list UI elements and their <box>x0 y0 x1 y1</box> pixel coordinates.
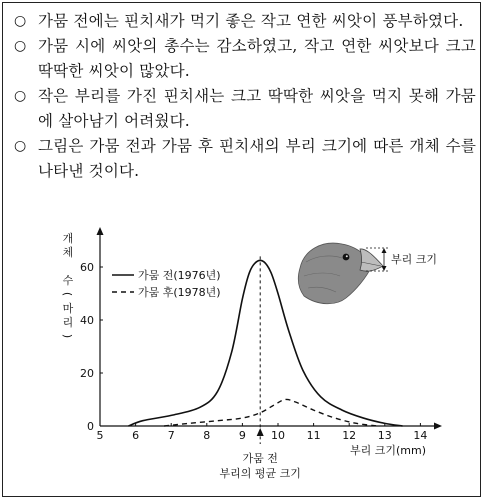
series-line-after-drought <box>164 399 378 426</box>
bullet-text: 가뭄 시에 씨앗의 총수는 감소하였고, 작고 연한 씨앗보다 크고 딱딱한 씨앗이 많았다. <box>38 37 476 80</box>
y-tick-label: 0 <box>87 420 94 433</box>
y-axis-arrow-icon <box>97 227 104 235</box>
x-tick-label: 14 <box>413 429 428 442</box>
y-axis-label <box>61 231 74 338</box>
mean-annotation-line2: 부리의 평균 크기 <box>219 467 301 480</box>
mean-arrow-icon <box>257 428 264 436</box>
x-tick-label: 12 <box>342 429 357 442</box>
y-axis-label-glyph: 마 <box>62 302 74 315</box>
mean-annotation-line1: 가뭄 전 <box>242 452 278 465</box>
y-tick-label: 40 <box>80 314 94 327</box>
bullet-marker-icon: ○ <box>14 88 27 104</box>
bullet-marker-icon: ○ <box>14 138 27 154</box>
bullet-marker-icon: ○ <box>14 38 27 54</box>
y-tick-label: 20 <box>80 367 94 380</box>
x-tick-label: 10 <box>271 429 285 442</box>
finch-head-illustration <box>298 243 383 304</box>
y-axis-label-glyph: 개 <box>62 232 74 245</box>
x-tick-label: 5 <box>96 429 104 442</box>
y-axis-label-glyph: ) <box>61 333 74 339</box>
x-tick-label: 6 <box>132 429 140 442</box>
legend-label-before: 가뭄 전(1976년) <box>138 269 221 282</box>
y-axis-label-glyph: 수 <box>62 274 74 287</box>
y-axis-label-glyph: 리 <box>62 316 74 329</box>
bullet-text: 작은 부리를 가진 핀치새는 크고 딱딱한 씨앗을 먹지 못해 가뭄에 살아남기 어려웠다. <box>38 87 476 130</box>
beak-size-label: 부리 크기 <box>391 253 438 266</box>
legend-label-after: 가뭄 후(1978년) <box>138 286 221 299</box>
y-axis-label-glyph: ( <box>61 291 74 297</box>
bullet-text: 그림은 가뭄 전과 가뭄 후 핀치새의 부리 크기에 따른 개체 수를 나타낸 것이다. <box>38 137 476 180</box>
x-axis-label: 부리 크기(mm) <box>350 444 427 457</box>
y-axis-label-glyph: 체 <box>62 246 74 259</box>
x-tick-label: 7 <box>167 429 175 442</box>
x-tick-label: 13 <box>377 429 392 442</box>
bullet-text: 가뭄 전에는 핀치새가 먹기 좋은 작고 연한 씨앗이 풍부하였다. <box>38 12 464 30</box>
x-tick-label: 11 <box>306 429 321 442</box>
x-tick-label: 8 <box>203 429 211 442</box>
y-tick-label: 60 <box>80 261 94 274</box>
bullet-marker-icon: ○ <box>14 13 27 29</box>
x-axis-arrow-icon <box>434 423 442 430</box>
x-tick-label: 9 <box>238 429 246 442</box>
